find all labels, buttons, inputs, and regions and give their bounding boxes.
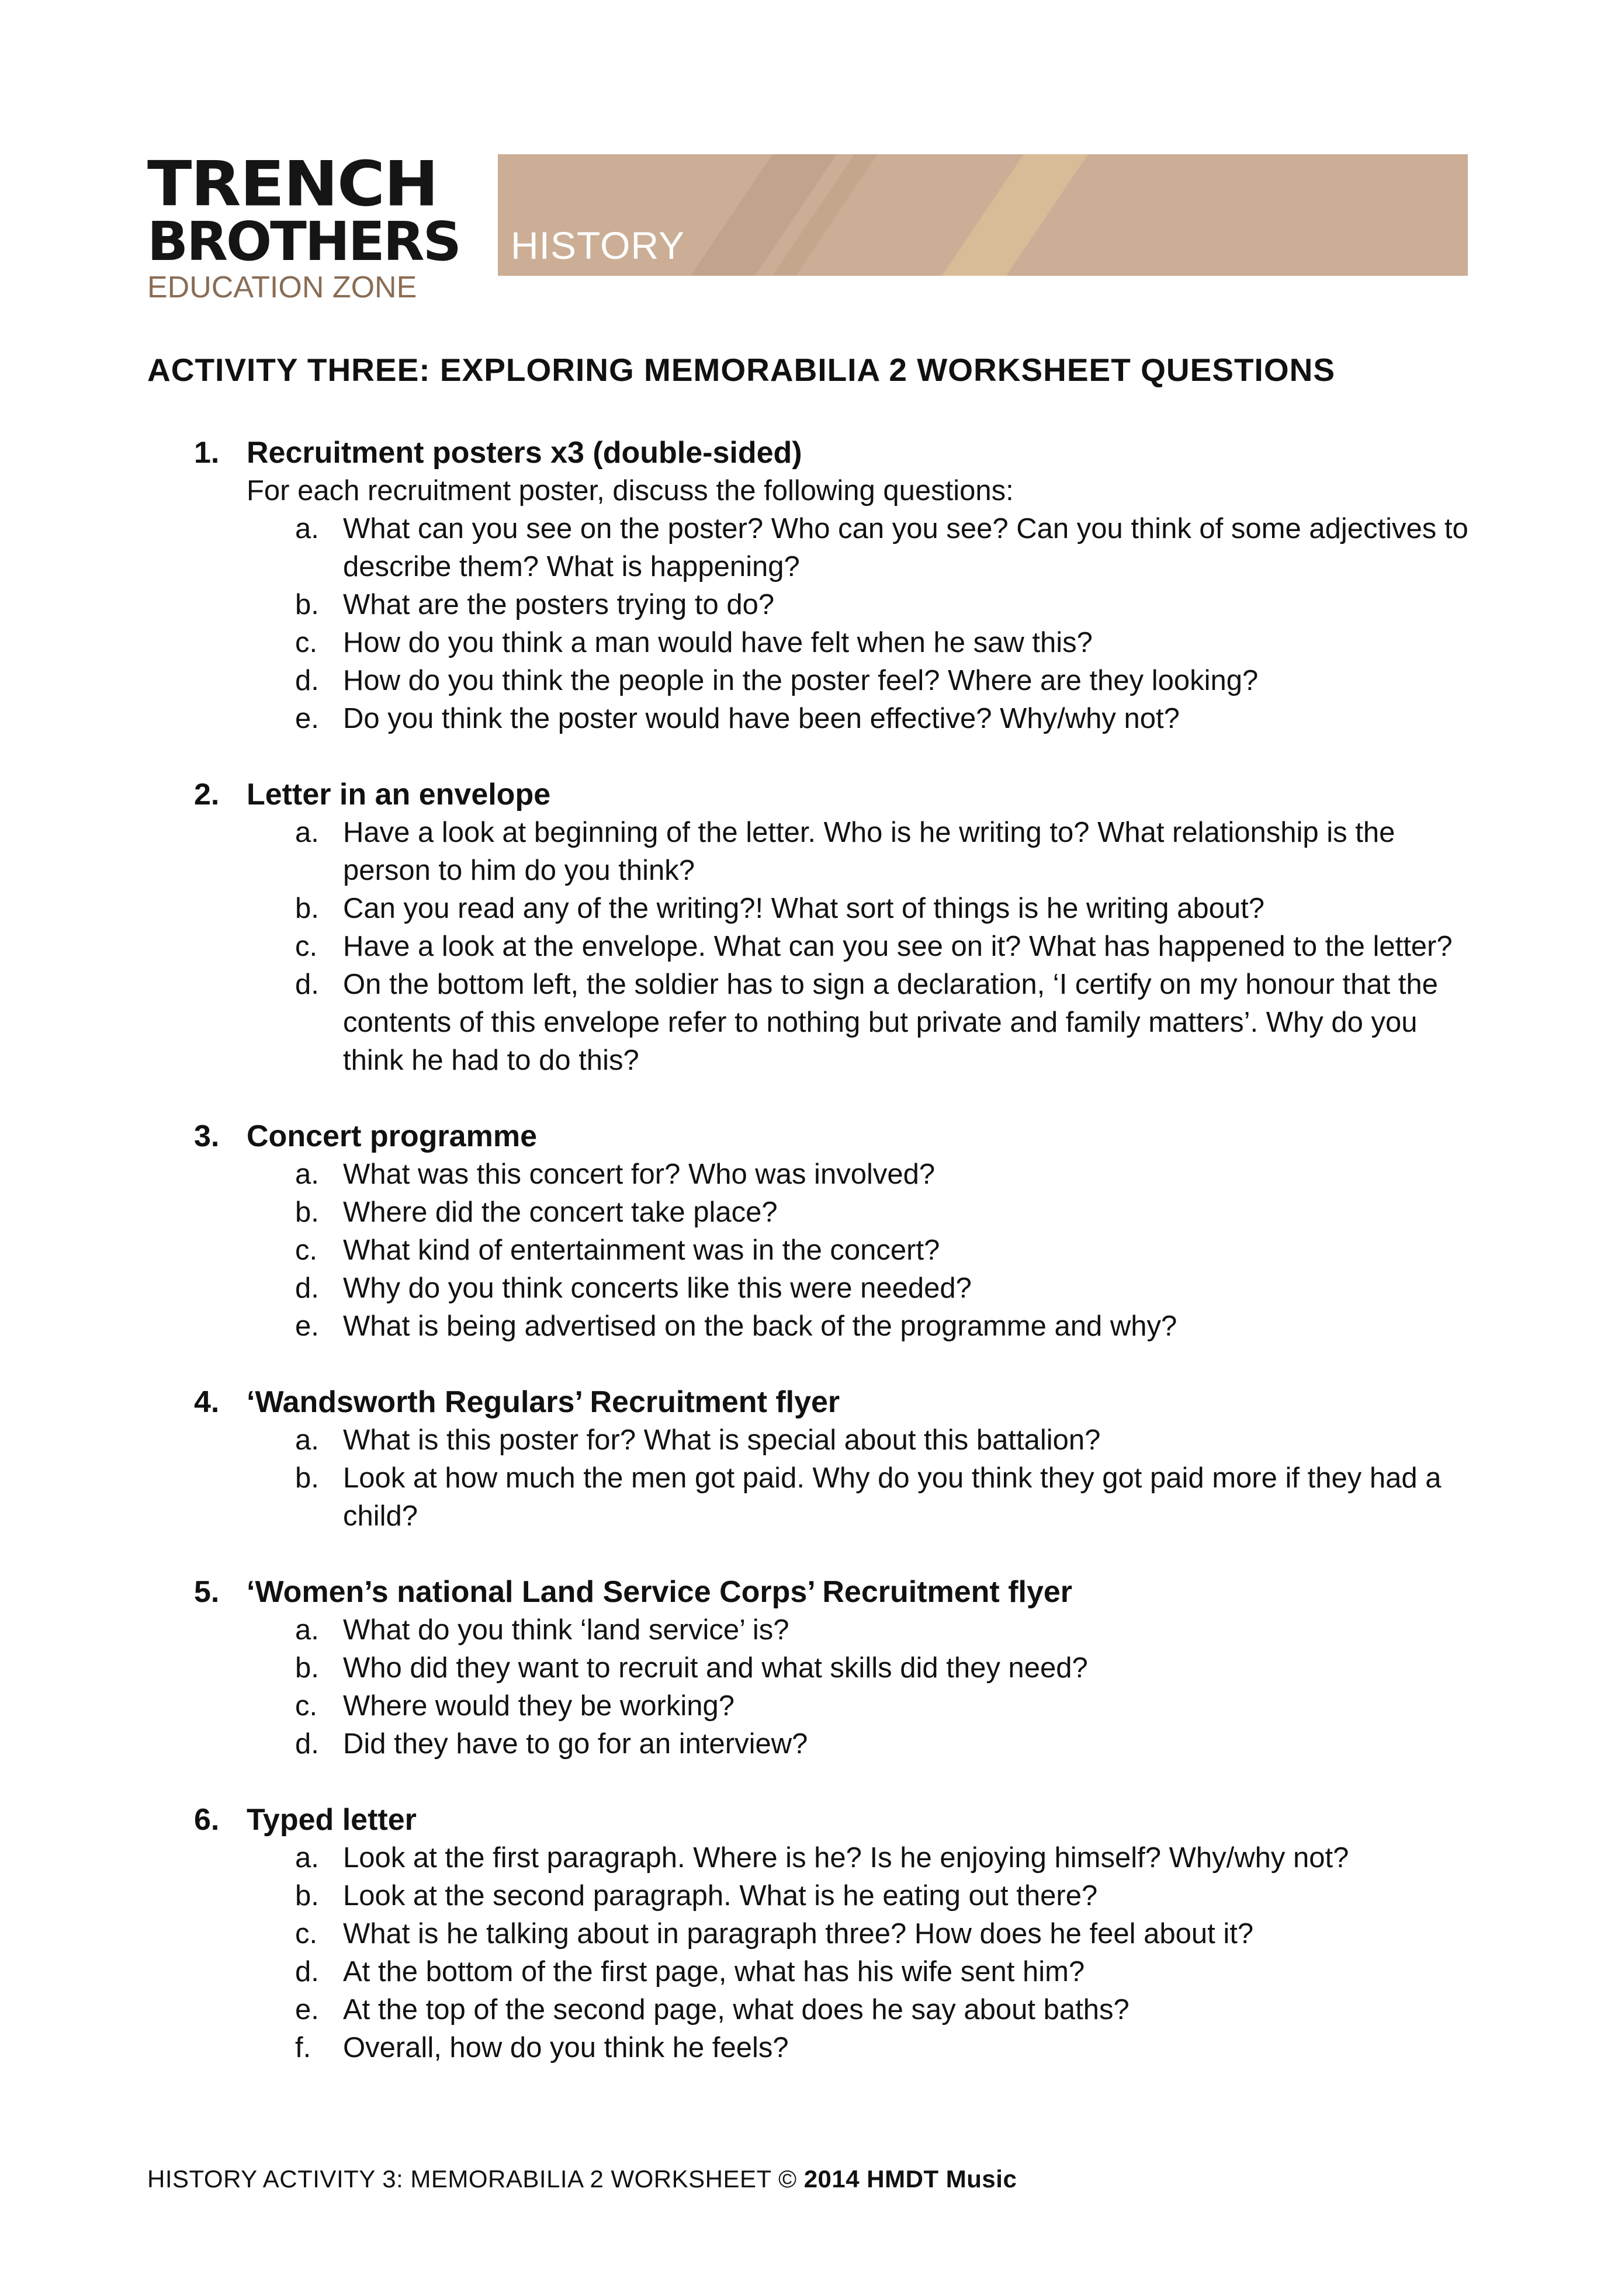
question-section [147,1383,1491,1535]
section-title: Recruitment posters x3 (double-sided) [247,436,802,470]
logo-line-brothers: BROTHERS [147,210,460,273]
question-letter: d. [295,1728,319,1760]
question-text: How do you think the people in the poster feel? Where are they looking? [343,665,1259,696]
question-item [295,1839,1491,1877]
question-letter: e. [295,703,319,734]
question-item [295,662,1491,700]
section-title: Letter in an envelope [247,778,551,811]
question-letter: d. [295,1956,319,1988]
footer-text: HISTORY ACTIVITY 3: MEMORABILIA 2 WORKSHEET © [147,2165,804,2193]
question-letter: e. [295,1994,319,2026]
section-number: 1. [194,436,220,470]
worksheet-content [147,344,1491,2067]
question-section [147,1801,1491,2067]
question-item [295,1156,1491,1194]
question-item [295,1687,1491,1725]
question-item [295,1611,1491,1649]
question-letter: d. [295,665,319,696]
question-item [295,586,1491,624]
question-letter: c. [295,1234,318,1266]
question-text: Why do you think concerts like this were needed? [343,1272,972,1304]
question-item [295,1953,1491,1991]
question-item [295,1232,1491,1270]
question-letter: a. [295,1159,319,1190]
question-section [147,776,1491,1080]
question-text: Look at the first paragraph. Where is he? Is he enjoying himself? Why/why not? [343,1842,1349,1874]
question-item [295,890,1491,928]
banner-label: HISTORY [511,224,685,267]
question-letter: a. [295,513,319,544]
question-text: What is he talking about in paragraph three? How does he feel about it? [343,1918,1254,1950]
question-letter: a. [295,1614,319,1646]
question-letter: d. [295,1272,319,1304]
footer-copyright-holder: 2014 HMDT Music [803,2165,1017,2193]
question-text: What is being advertised on the back of the programme and why? [343,1310,1177,1342]
question-item [295,1649,1491,1687]
question-letter: b. [295,1652,319,1684]
question-text: At the bottom of the first page, what has his wife sent him? [343,1956,1085,1988]
question-text: Can you read any of the writing?! What sort of things is he writing about? [343,893,1265,924]
question-section [147,434,1491,738]
question-item [295,1270,1491,1307]
question-letter: a. [295,1424,319,1456]
question-text: What is this poster for? What is special about this battalion? [343,1424,1101,1456]
history-banner [498,154,1468,276]
question-item [295,624,1491,662]
question-letter: a. [295,1842,319,1874]
question-text: Have a look at beginning of the letter. Who is he writing to? What relationship is the person to him do you think? [343,817,1395,886]
question-text: Where would they be working? [343,1690,735,1722]
question-letter: c. [295,931,318,962]
question-item [295,1194,1491,1232]
question-text: On the bottom left, the soldier has to sign a declaration, ‘I certify on my honour that the contents of this envelope refer to nothing but private and family matters’. Why do you think he had to do this? [343,969,1438,1076]
question-item [295,700,1491,738]
section-title: ‘Women’s national Land Service Corps’ Recruitment flyer [247,1575,1073,1609]
question-text: Do you think the poster would have been effective? Why/why not? [343,703,1180,734]
question-item [295,1725,1491,1763]
question-letter: b. [295,893,319,924]
section-number: 6. [194,1803,220,1837]
question-text: What can you see on the poster? Who can you see? Can you think of some adjectives to describe them? What is happening? [343,513,1468,582]
question-letter: b. [295,1880,319,1912]
section-intro: For each recruitment poster, discuss the following questions: [247,475,1014,507]
question-item [295,1421,1491,1459]
question-letter: b. [295,589,319,620]
question-letter: e. [295,1310,319,1342]
question-text: What kind of entertainment was in the concert? [343,1234,940,1266]
trench-brothers-logo [147,148,460,304]
question-item [295,928,1491,966]
question-item [295,1915,1491,1953]
question-item [295,1307,1491,1345]
question-item [295,814,1491,890]
section-number: 4. [194,1385,220,1419]
question-item [295,966,1491,1080]
worksheet-title: ACTIVITY THREE: EXPLORING MEMORABILIA 2 WORKSHEET QUESTIONS [147,352,1336,388]
question-letter: c. [295,1690,318,1722]
question-text: Have a look at the envelope. What can you see on it? What has happened to the letter? [343,931,1453,962]
logo-line-trench: TRENCH [147,148,438,220]
logo-line-education-zone: EDUCATION ZONE [147,270,417,304]
question-item [295,510,1491,586]
question-text: Overall, how do you think he feels? [343,2032,789,2063]
question-item [295,1877,1491,1915]
question-text: What are the posters trying to do? [343,589,775,620]
section-number: 5. [194,1575,220,1609]
question-text: How do you think a man would have felt when he saw this? [343,627,1093,658]
question-text: Who did they want to recruit and what skills did they need? [343,1652,1088,1684]
question-letter: b. [295,1462,319,1494]
question-text: What do you think ‘land service’ is? [343,1614,789,1646]
question-letter: c. [295,1918,318,1950]
question-text: Look at the second paragraph. What is he eating out there? [343,1880,1098,1912]
section-number: 3. [194,1119,220,1153]
section-title: Typed letter [247,1803,417,1837]
question-text: Look at how much the men got paid. Why do you think they got paid more if they had a child? [343,1462,1442,1532]
question-letter: d. [295,969,319,1000]
question-text: Where did the concert take place? [343,1196,778,1228]
question-text: Did they have to go for an interview? [343,1728,808,1760]
page-footer [147,2162,1017,2197]
section-title: Concert programme [247,1119,537,1153]
section-title: ‘Wandsworth Regulars’ Recruitment flyer [247,1385,840,1419]
question-item [295,2029,1491,2067]
question-item [295,1991,1491,2029]
section-number: 2. [194,778,220,811]
question-item [295,1459,1491,1535]
question-section [147,1573,1491,1763]
question-text: What was this concert for? Who was involved? [343,1159,936,1190]
question-sections [147,434,1491,2067]
question-text: At the top of the second page, what does he say about baths? [343,1994,1130,2026]
question-letter: f. [295,2032,311,2063]
question-letter: b. [295,1196,319,1228]
question-letter: c. [295,627,318,658]
question-section [147,1118,1491,1345]
question-letter: a. [295,817,319,848]
